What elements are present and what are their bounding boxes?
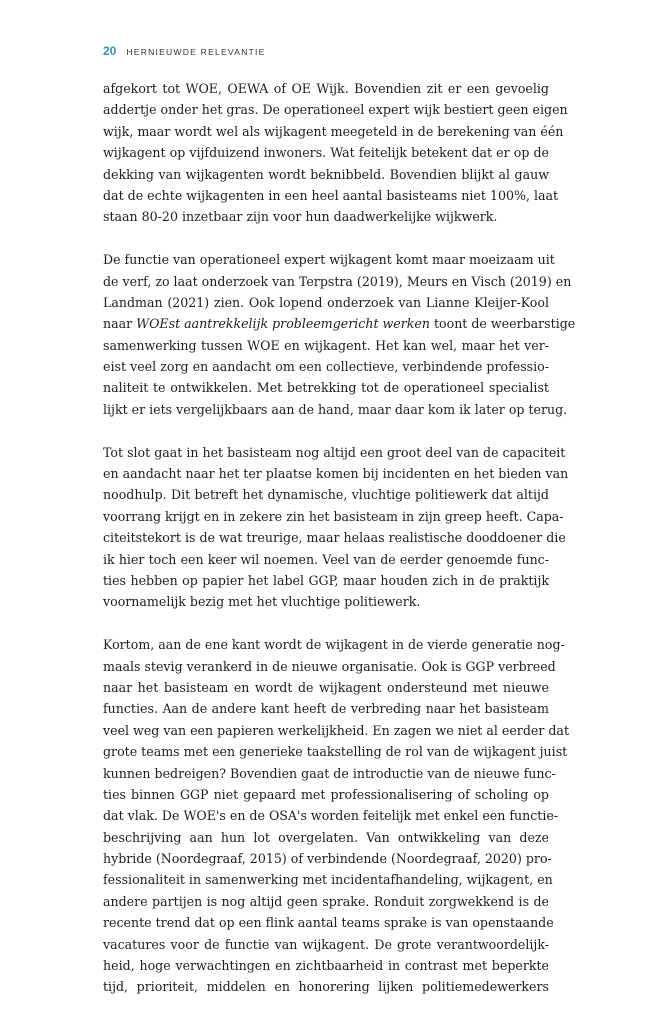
text-run: toont de weerbarstige — [429, 316, 576, 332]
text-line: dekking van wijkagenten wordt beknibbeld. Bovendien blijkt al gauw — [103, 166, 549, 182]
paragraph-2 — [103, 249, 576, 420]
text-line: functies. Aan de andere kant heeft de verbreding naar het basisteam — [103, 701, 549, 717]
text-line: heid, hoge verwachtingen en zichtbaarheid in contrast met beperkte — [103, 958, 549, 974]
text-line: veel weg van een papieren werkelijkheid. En zagen we niet al eerder dat — [103, 722, 569, 738]
text-line: Landman (2021) zien. Ook lopend onderzoek van Lianne Kleijer-Kool — [103, 294, 549, 310]
text-line: noodhulp. Dit betreft het dynamische, vluchtige politiewerk dat altijd — [103, 487, 549, 503]
text-line: dat vlak. De WOE's en de OSA's worden feitelijk met enkel een functie- — [103, 808, 559, 824]
text-line: citeitstekort is de wat treurige, maar helaas realistische dooddoener die — [103, 530, 566, 546]
text-line: fessionaliteit in samenwerking met incidentafhandeling, wijkagent, en — [103, 872, 553, 888]
text-line: beschrijving aan hun lot overgelaten. Van ontwikkeling van deze — [103, 829, 549, 845]
paragraph-3 — [103, 442, 569, 613]
section-title: HERNIEUWDE RELEVANTIE — [126, 47, 266, 57]
text-line: maals stevig verankerd in de nieuwe organisatie. Ook is GGP verbreed — [103, 658, 556, 674]
text-line: tijd, prioriteit, middelen en honorering lijken politiemedewerkers — [103, 979, 549, 995]
text-run: naar — [103, 316, 137, 332]
text-line: afgekort tot WOE, OEWA of OE Wijk. Bovendien zit er een gevoelig — [103, 81, 549, 96]
page-number: 20 — [103, 44, 117, 58]
running-head — [103, 44, 266, 60]
text-line: hybride (Noordegraaf, 2015) of verbindende (Noordegraaf, 2020) pro- — [103, 851, 552, 867]
text-line-with-italic — [103, 313, 576, 334]
text-line: Tot slot gaat in het basisteam nog altijd een groot deel van de capaciteit — [103, 444, 566, 460]
text-line: wijkagent op vijfduizend inwoners. Wat feitelijk betekent dat er op de — [103, 145, 549, 161]
text-line: vacatures voor de functie van wijkagent. De grote verantwoordelijk- — [103, 936, 549, 952]
text-line: ik hier toch een keer wil noemen. Veel van de eerder genoemde func- — [103, 551, 549, 567]
text-line: grote teams met een generieke taakstelling de rol van de wijkagent juist — [103, 744, 568, 760]
text-line: wijk, maar wordt wel als wijkagent meegeteld in de berekening van één — [103, 123, 564, 139]
text-line: samenwerking tussen WOE en wijkagent. Het kan wel, maar het ver- — [103, 337, 549, 353]
text-line: voorrang krijgt en in zekere zin het basisteam in zijn greep heeft. Capa- — [103, 508, 564, 524]
text-line: recente trend dat op een flink aantal teams sprake is van openstaande — [103, 915, 554, 931]
text-line: Kortom, aan de ene kant wordt de wijkagent in de vierde generatie nog- — [103, 637, 565, 653]
text-line: en aandacht naar het ter plaatse komen bij incidenten en het bieden van — [103, 466, 569, 482]
paragraph-1 — [103, 78, 568, 228]
text-line: andere partijen is nog altijd geen sprake. Ronduit zorgwekkend is de — [103, 893, 549, 909]
paragraph-4 — [103, 634, 569, 998]
text-line: de verf, zo laat onderzoek van Terpstra (2019), Meurs en Visch (2019) en — [103, 273, 572, 289]
text-line: naar het basisteam en wordt de wijkagent ondersteund met nieuwe — [103, 679, 549, 695]
text-line: eist veel zorg en aandacht om een collectieve, verbindende professio- — [103, 359, 549, 375]
text-line: De functie van operationeel expert wijkagent komt maar moeizaam uit — [103, 252, 555, 268]
text-line: lijkt er iets vergelijkbaars aan de hand, maar daar kom ik later op terug. — [103, 401, 568, 417]
text-line: addertje onder het gras. De operationeel expert wijk bestiert geen eigen — [103, 102, 568, 118]
text-line: ties binnen GGP niet gepaard met professionalisering of scholing op — [103, 786, 549, 802]
text-line: staan 80-20 inzetbaar zijn voor hun daadwerkelijke wijkwerk. — [103, 209, 498, 225]
text-line: naliteit te ontwikkelen. Met betrekking tot de operationeel specialist — [103, 380, 549, 396]
body-text — [103, 78, 576, 1019]
text-line: kunnen bedreigen? Bovendien gaat de introductie van de nieuwe func- — [103, 765, 556, 781]
text-line: ties hebben op papier het label GGP, maar houden zich in de praktijk — [103, 572, 549, 588]
italic-title: WOEst aantrekkelijk probleemgericht werken — [136, 316, 430, 332]
text-line: voornamelijk bezig met het vluchtige politiewerk. — [103, 594, 421, 610]
text-line: dat de echte wijkagenten in een heel aantal basisteams niet 100%, laat — [103, 187, 559, 203]
